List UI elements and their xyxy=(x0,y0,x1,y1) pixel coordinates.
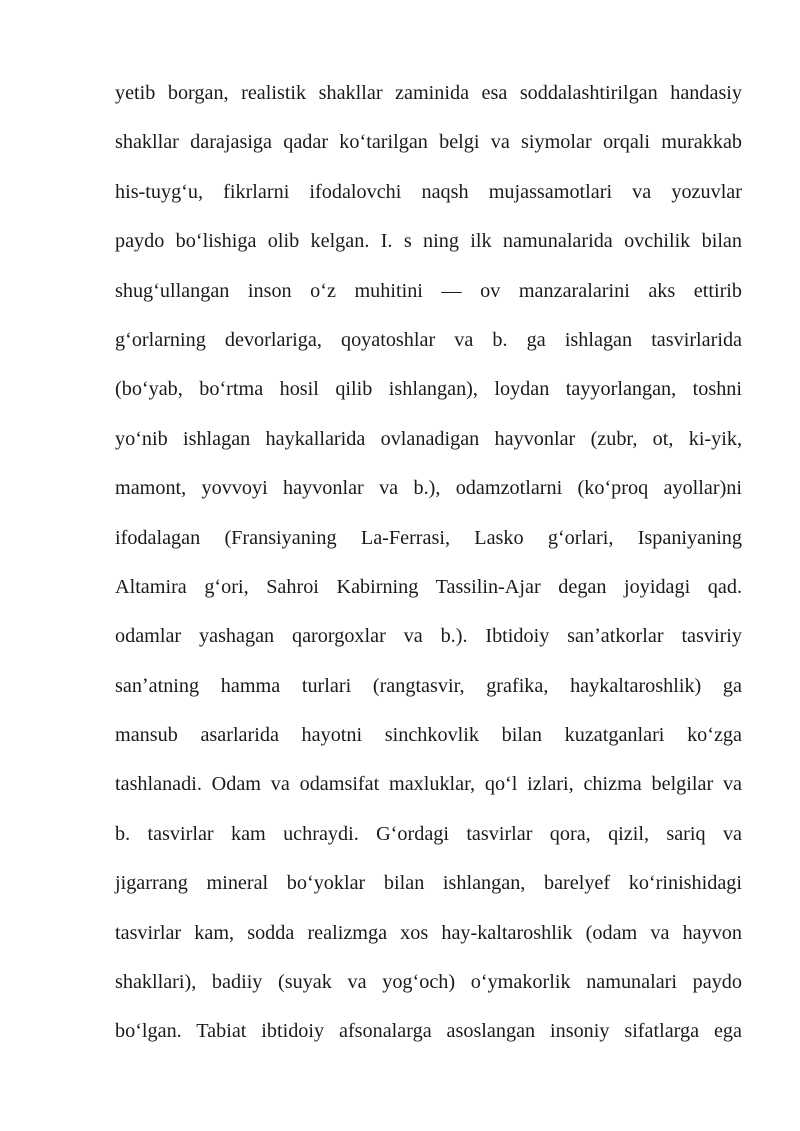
text-line: shakllari), badiiy (suyak va yogʻoch) oʻymakorlik namunalari paydo xyxy=(115,971,742,994)
text-line: jigarrang mineral boʻyoklar bilan ishlangan, barelyef koʻrinishidagi xyxy=(115,872,742,895)
text-line: boʻlgan. Tabiat ibtidoiy afsonalarga asoslangan insoniy sifatlarga ega xyxy=(115,1020,742,1043)
text-line: mansub asarlarida hayotni sinchkovlik bilan kuzatganlari koʻzga xyxy=(115,724,742,747)
text-line: (boʻyab, boʻrtma hosil qilib ishlangan), loydan tayyorlangan, toshni xyxy=(115,378,742,401)
text-line: Altamira gʻori, Sahroi Kabirning Tassilin-Ajar degan joyidagi qad. xyxy=(115,575,742,598)
text-line: sanʼatning hamma turlari (rangtasvir, grafika, haykaltaroshlik) ga xyxy=(115,674,742,697)
text-line: tashlanadi. Odam va odamsifat maxluklar, qoʻl izlari, chizma belgilar va xyxy=(115,773,742,796)
text-line: yoʻnib ishlagan haykallarida ovlanadigan hayvonlar (zubr, ot, ki-yik, xyxy=(115,427,742,450)
text-line: shakllar darajasiga qadar koʻtarilgan belgi va siymolar orqali murakkab xyxy=(115,131,742,154)
text-line: yetib borgan, realistik shakllar zaminida esa soddalashtirilgan handasiy xyxy=(115,82,742,104)
text-line: tasvirlar kam, sodda realizmga xos hay-kaltaroshlik (odam va hayvon xyxy=(115,921,742,944)
body-paragraph xyxy=(115,69,742,1057)
text-line: odamlar yashagan qarorgoxlar va b.). Ibtidoiy sanʼatkorlar tasviriy xyxy=(115,625,742,648)
text-line: his-tuygʻu, fikrlarni ifodalovchi naqsh mujassamotlari va yozuvlar xyxy=(115,180,742,203)
text-line: gʻorlarning devorlariga, qoyatoshlar va b. ga ishlagan tasvirlarida xyxy=(115,328,742,351)
text-line: paydo boʻlishiga olib kelgan. I. s ning ilk namunalarida ovchilik bilan xyxy=(115,230,742,253)
text-line: ifodalagan (Fransiyaning La-Ferrasi, Lasko gʻorlari, Ispaniyaning xyxy=(115,526,742,549)
text-line: b. tasvirlar kam uchraydi. Gʻordagi tasvirlar qora, qizil, sariq va xyxy=(115,822,742,845)
text-line: mamont, yovvoyi hayvonlar va b.), odamzotlarni (koʻproq ayollar)ni xyxy=(115,477,742,500)
text-line: shugʻullangan inson oʻz muhitini — ov manzaralarini aks ettirib xyxy=(115,279,742,302)
